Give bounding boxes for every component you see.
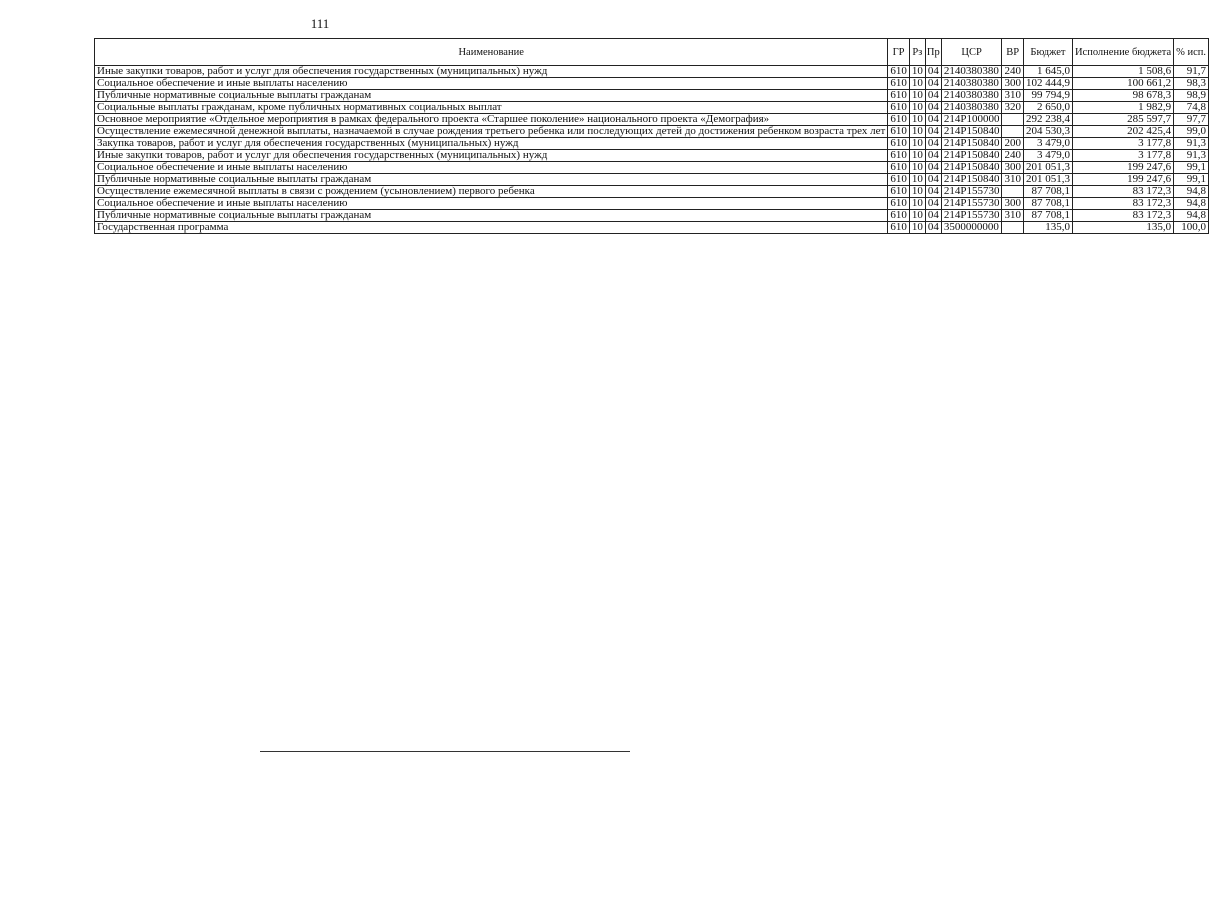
cell-vr: 200 xyxy=(1002,138,1024,150)
col-header-name: Наименование xyxy=(95,39,888,66)
cell-rz: 10 xyxy=(909,210,925,222)
cell-csr: 214P150840 xyxy=(941,174,1002,186)
cell-percent: 99,1 xyxy=(1174,162,1209,174)
cell-vr: 240 xyxy=(1002,150,1024,162)
cell-pr: 04 xyxy=(925,126,941,138)
cell-vr: 320 xyxy=(1002,102,1024,114)
cell-percent: 99,1 xyxy=(1174,174,1209,186)
cell-pr: 04 xyxy=(925,78,941,90)
cell-csr: 2140380380 xyxy=(941,78,1002,90)
cell-percent: 94,8 xyxy=(1174,186,1209,198)
cell-rz: 10 xyxy=(909,174,925,186)
cell-pr: 04 xyxy=(925,138,941,150)
cell-gr: 610 xyxy=(888,222,910,234)
cell-vr xyxy=(1002,222,1024,234)
cell-percent: 91,3 xyxy=(1174,150,1209,162)
cell-rz: 10 xyxy=(909,78,925,90)
cell-pr: 04 xyxy=(925,210,941,222)
cell-rz: 10 xyxy=(909,126,925,138)
cell-name: Осуществление ежемесячной выплаты в связи с рождением (усыновлением) первого ребенка xyxy=(95,186,888,198)
cell-name: Осуществление ежемесячной денежной выплаты, назначаемой в случае рождения третьего ребенка или последующих детей до достижения ребенком возраста трех лет xyxy=(95,126,888,138)
cell-rz: 10 xyxy=(909,90,925,102)
cell-percent: 91,3 xyxy=(1174,138,1209,150)
cell-budget: 102 444,9 xyxy=(1023,78,1072,90)
cell-percent: 100,0 xyxy=(1174,222,1209,234)
cell-pr: 04 xyxy=(925,222,941,234)
cell-gr: 610 xyxy=(888,162,910,174)
cell-name: Закупка товаров, работ и услуг для обеспечения государственных (муниципальных) нужд xyxy=(95,138,888,150)
cell-budget: 87 708,1 xyxy=(1023,186,1072,198)
cell-rz: 10 xyxy=(909,138,925,150)
cell-pr: 04 xyxy=(925,198,941,210)
cell-gr: 610 xyxy=(888,90,910,102)
col-header-gr: ГР xyxy=(888,39,910,66)
cell-execution: 83 172,3 xyxy=(1072,186,1173,198)
cell-name: Публичные нормативные социальные выплаты гражданам xyxy=(95,174,888,186)
cell-gr: 610 xyxy=(888,198,910,210)
cell-budget: 1 645,0 xyxy=(1023,66,1072,78)
cell-name: Социальное обеспечение и иные выплаты населению xyxy=(95,198,888,210)
cell-budget: 87 708,1 xyxy=(1023,198,1072,210)
footer-rule xyxy=(260,751,630,752)
cell-vr: 300 xyxy=(1002,198,1024,210)
cell-budget: 99 794,9 xyxy=(1023,90,1072,102)
cell-csr: 214P155730 xyxy=(941,210,1002,222)
cell-name: Иные закупки товаров, работ и услуг для обеспечения государственных (муниципальных) нужд xyxy=(95,150,888,162)
cell-rz: 10 xyxy=(909,114,925,126)
cell-execution: 3 177,8 xyxy=(1072,150,1173,162)
cell-rz: 10 xyxy=(909,66,925,78)
cell-pr: 04 xyxy=(925,90,941,102)
cell-percent: 74,8 xyxy=(1174,102,1209,114)
cell-name: Публичные нормативные социальные выплаты гражданам xyxy=(95,210,888,222)
cell-gr: 610 xyxy=(888,174,910,186)
cell-name: Социальные выплаты гражданам, кроме публичных нормативных социальных выплат xyxy=(95,102,888,114)
table-row xyxy=(95,78,1209,90)
cell-rz: 10 xyxy=(909,102,925,114)
cell-gr: 610 xyxy=(888,138,910,150)
col-header-execution: Исполнение бюджета xyxy=(1072,39,1173,66)
cell-budget: 204 530,3 xyxy=(1023,126,1072,138)
cell-name: Иные закупки товаров, работ и услуг для обеспечения государственных (муниципальных) нужд xyxy=(95,66,888,78)
cell-percent: 99,0 xyxy=(1174,126,1209,138)
cell-csr: 2140380380 xyxy=(941,66,1002,78)
cell-execution: 199 247,6 xyxy=(1072,174,1173,186)
cell-budget: 2 650,0 xyxy=(1023,102,1072,114)
cell-execution: 1 982,9 xyxy=(1072,102,1173,114)
cell-csr: 214P100000 xyxy=(941,114,1002,126)
cell-execution: 100 661,2 xyxy=(1072,78,1173,90)
col-header-rz: Рз xyxy=(909,39,925,66)
cell-vr xyxy=(1002,186,1024,198)
cell-pr: 04 xyxy=(925,66,941,78)
cell-name: Социальное обеспечение и иные выплаты населению xyxy=(95,78,888,90)
cell-execution: 202 425,4 xyxy=(1072,126,1173,138)
table-row xyxy=(95,114,1209,126)
cell-name: Государственная программа xyxy=(95,222,888,234)
cell-gr: 610 xyxy=(888,78,910,90)
cell-csr: 214P150840 xyxy=(941,138,1002,150)
cell-execution: 3 177,8 xyxy=(1072,138,1173,150)
table-row xyxy=(95,102,1209,114)
cell-csr: 214P150840 xyxy=(941,150,1002,162)
cell-gr: 610 xyxy=(888,66,910,78)
budget-table xyxy=(94,38,1209,234)
cell-vr: 240 xyxy=(1002,66,1024,78)
cell-budget: 3 479,0 xyxy=(1023,138,1072,150)
cell-vr: 310 xyxy=(1002,174,1024,186)
col-header-pr: Пр xyxy=(925,39,941,66)
cell-gr: 610 xyxy=(888,126,910,138)
cell-pr: 04 xyxy=(925,114,941,126)
cell-rz: 10 xyxy=(909,198,925,210)
col-header-vr: ВР xyxy=(1002,39,1024,66)
cell-rz: 10 xyxy=(909,186,925,198)
cell-budget: 292 238,4 xyxy=(1023,114,1072,126)
cell-name: Публичные нормативные социальные выплаты гражданам xyxy=(95,90,888,102)
table-row xyxy=(95,210,1209,222)
cell-percent: 98,3 xyxy=(1174,78,1209,90)
table-row xyxy=(95,138,1209,150)
cell-vr xyxy=(1002,126,1024,138)
cell-execution: 98 678,3 xyxy=(1072,90,1173,102)
cell-rz: 10 xyxy=(909,150,925,162)
cell-rz: 10 xyxy=(909,222,925,234)
cell-vr: 300 xyxy=(1002,162,1024,174)
cell-vr xyxy=(1002,114,1024,126)
cell-gr: 610 xyxy=(888,102,910,114)
col-header-csr: ЦСР xyxy=(941,39,1002,66)
cell-vr: 300 xyxy=(1002,78,1024,90)
table-row xyxy=(95,174,1209,186)
cell-percent: 98,9 xyxy=(1174,90,1209,102)
cell-csr: 214P150840 xyxy=(941,162,1002,174)
table-row xyxy=(95,186,1209,198)
cell-csr: 214P150840 xyxy=(941,126,1002,138)
cell-execution: 285 597,7 xyxy=(1072,114,1173,126)
table-row xyxy=(95,66,1209,78)
cell-execution: 1 508,6 xyxy=(1072,66,1173,78)
table-row xyxy=(95,150,1209,162)
cell-gr: 610 xyxy=(888,186,910,198)
cell-pr: 04 xyxy=(925,174,941,186)
cell-pr: 04 xyxy=(925,150,941,162)
cell-pr: 04 xyxy=(925,102,941,114)
table-row xyxy=(95,198,1209,210)
cell-pr: 04 xyxy=(925,186,941,198)
cell-execution: 199 247,6 xyxy=(1072,162,1173,174)
cell-csr: 214P155730 xyxy=(941,186,1002,198)
cell-rz: 10 xyxy=(909,162,925,174)
table-row xyxy=(95,90,1209,102)
col-header-budget: Бюджет xyxy=(1023,39,1072,66)
cell-execution: 135,0 xyxy=(1072,222,1173,234)
cell-execution: 83 172,3 xyxy=(1072,210,1173,222)
col-header-percent: % исп. xyxy=(1174,39,1209,66)
table-header-row xyxy=(95,39,1209,66)
cell-budget: 201 051,3 xyxy=(1023,162,1072,174)
cell-budget: 87 708,1 xyxy=(1023,210,1072,222)
table-row xyxy=(95,162,1209,174)
cell-csr: 2140380380 xyxy=(941,90,1002,102)
cell-percent: 94,8 xyxy=(1174,210,1209,222)
cell-execution: 83 172,3 xyxy=(1072,198,1173,210)
cell-vr: 310 xyxy=(1002,90,1024,102)
cell-csr: 3500000000 xyxy=(941,222,1002,234)
cell-budget: 201 051,3 xyxy=(1023,174,1072,186)
cell-budget: 3 479,0 xyxy=(1023,150,1072,162)
cell-gr: 610 xyxy=(888,114,910,126)
table-row xyxy=(95,222,1209,234)
cell-pr: 04 xyxy=(925,162,941,174)
page-number: 111 xyxy=(310,16,330,31)
cell-gr: 610 xyxy=(888,210,910,222)
cell-vr: 310 xyxy=(1002,210,1024,222)
cell-csr: 214P155730 xyxy=(941,198,1002,210)
cell-percent: 91,7 xyxy=(1174,66,1209,78)
cell-budget: 135,0 xyxy=(1023,222,1072,234)
cell-gr: 610 xyxy=(888,150,910,162)
cell-name: Основное мероприятие «Отдельное мероприятия в рамках федерального проекта «Старшее поколение» национального проекта «Демография» xyxy=(95,114,888,126)
cell-name: Социальное обеспечение и иные выплаты населению xyxy=(95,162,888,174)
cell-csr: 2140380380 xyxy=(941,102,1002,114)
cell-percent: 94,8 xyxy=(1174,198,1209,210)
cell-percent: 97,7 xyxy=(1174,114,1209,126)
table-row xyxy=(95,126,1209,138)
